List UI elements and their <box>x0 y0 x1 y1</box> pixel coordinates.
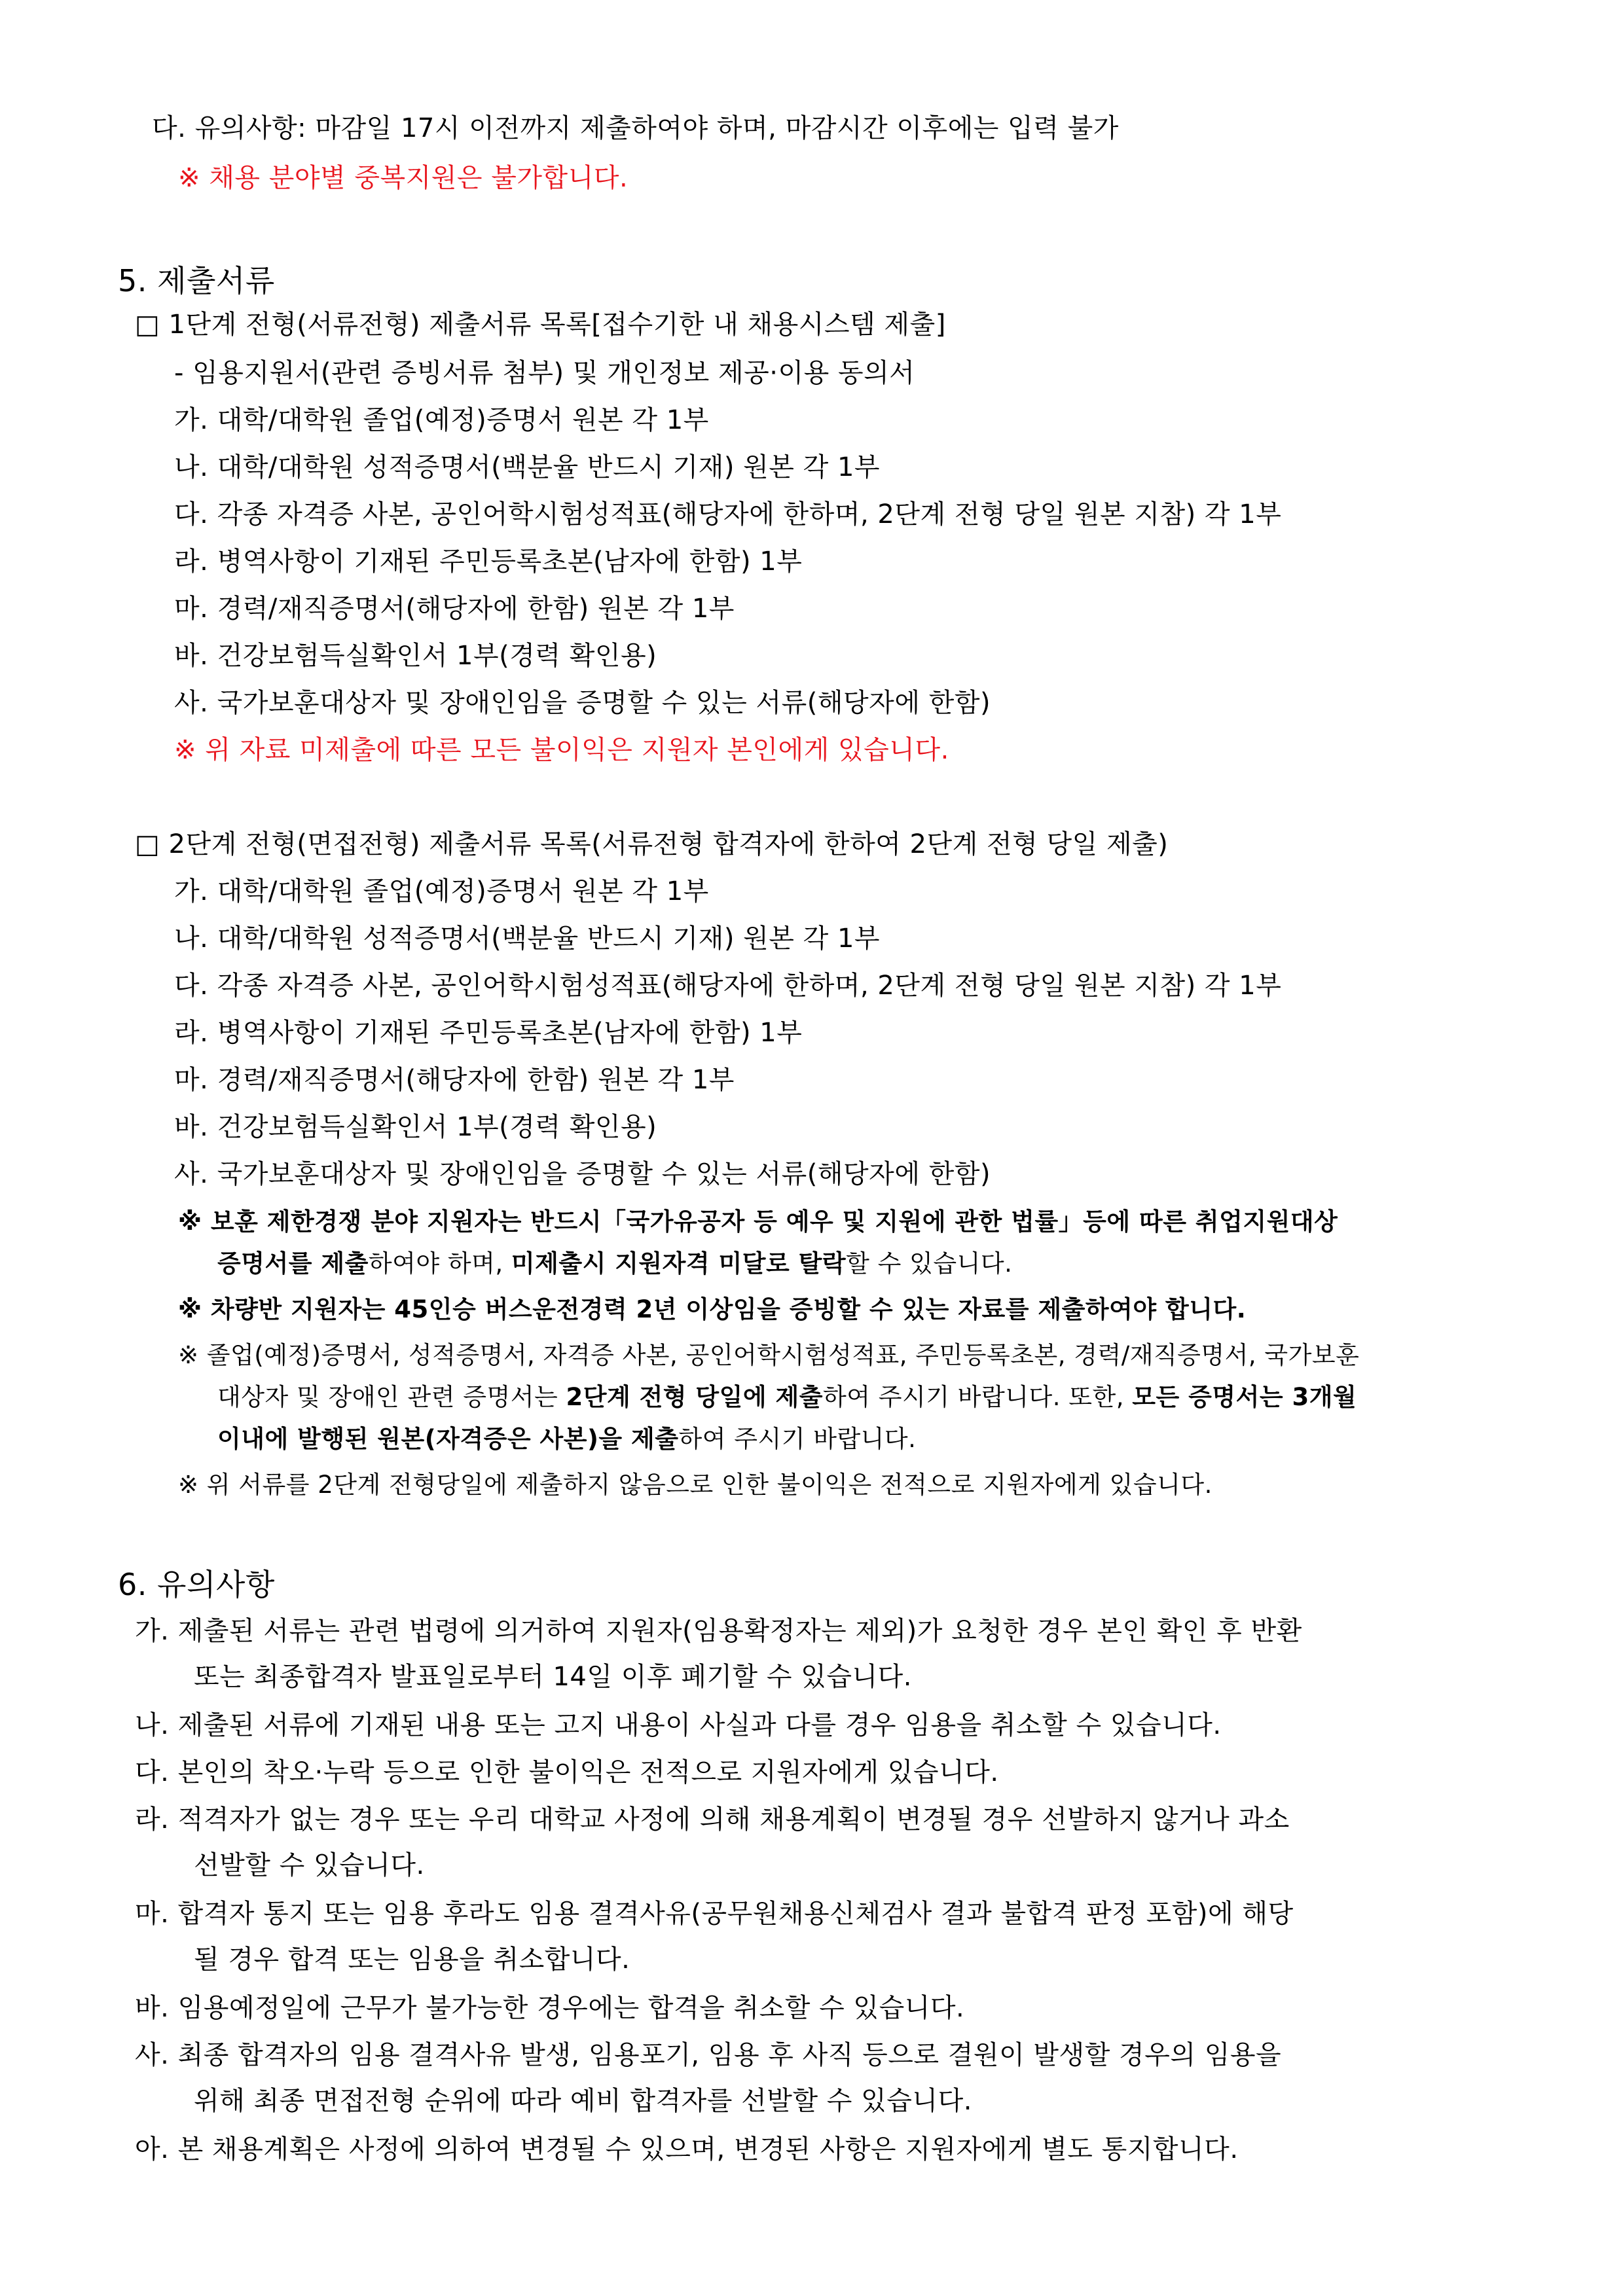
caution-item-line1: 가. 제출된 서류는 관련 법령에 의거하여 지원자(임용확정자는 제외)가 요청한 경우 본인 확인 후 반환 <box>135 1616 1302 1646</box>
stage1-item: 다. 각종 자격증 사본, 공인어학시험성적표(해당자에 한하며, 2단계 전형 당일 원본 지참) 각 1부 <box>174 499 1282 529</box>
stage1-item: 바. 건강보험득실확인서 1부(경력 확인용) <box>174 641 657 671</box>
caution-item-line2: 될 경우 합격 또는 임용을 취소합니다. <box>194 1945 630 1975</box>
docs-note-line1: ※ 졸업(예정)증명서, 성적증명서, 자격증 사본, 공인어학시험성적표, 주민등록초본, 경력/재직증명서, 국가보훈 <box>178 1341 1360 1369</box>
caution-item-line2: 위해 최종 면접전형 순위에 따라 예비 합격자를 선발할 수 있습니다. <box>194 2086 972 2116</box>
caution-item-line1: 사. 최종 합격자의 임용 결격사유 발생, 임용포기, 임용 후 사직 등으로 결원이 발생할 경우의 임용을 <box>135 2040 1282 2070</box>
docs-note-line2 <box>217 1381 1357 1414</box>
stage2-item: 가. 대학/대학원 졸업(예정)증명서 원본 각 1부 <box>174 876 709 906</box>
docs-note-text: 하여 주시기 바랍니다. 또한, <box>823 1383 1133 1411</box>
veteran-note-bold: 증명서를 제출 <box>217 1249 369 1278</box>
stage1-item: 마. 경력/재직증명서(해당자에 한함) 원본 각 1부 <box>174 594 735 624</box>
stage2-title: □ 2단계 전형(면접전형) 제출서류 목록(서류전형 합격자에 한하여 2단계 전형 당일 제출) <box>135 829 1169 859</box>
veteran-note-line2 <box>217 1247 1012 1280</box>
penalty-note: ※ 위 서류를 2단계 전형당일에 제출하지 않음으로 인한 불이익은 전적으로 지원자에게 있습니다. <box>178 1471 1213 1499</box>
caution-item-line1: 마. 합격자 통지 또는 임용 후라도 임용 결격사유(공무원채용신체검사 결과 불합격 판정 포함)에 해당 <box>135 1899 1294 1929</box>
stage2-item: 라. 병역사항이 기재된 주민등록초본(남자에 한함) 1부 <box>174 1018 803 1048</box>
section-6-heading: 6. 유의사항 <box>118 1567 275 1602</box>
veteran-note-text: 할 수 있습니다. <box>846 1249 1013 1278</box>
section-5-heading: 5. 제출서류 <box>118 263 275 298</box>
stage1-item: 라. 병역사항이 기재된 주민등록초본(남자에 한함) 1부 <box>174 547 803 577</box>
docs-note-bold: 2단계 전형 당일에 제출 <box>566 1383 824 1411</box>
veteran-note-line1: ※ 보훈 제한경쟁 분야 지원자는 반드시「국가유공자 등 예우 및 지원에 관한 법률」등에 따른 취업지원대상 <box>178 1208 1338 1236</box>
caution-item-line2: 선발할 수 있습니다. <box>194 1850 425 1880</box>
stage1-item: 사. 국가보훈대상자 및 장애인임을 증명할 수 있는 서류(해당자에 한함) <box>174 688 991 718</box>
stage2-item: 나. 대학/대학원 성적증명서(백분율 반드시 기재) 원본 각 1부 <box>174 924 881 954</box>
stage1-item: 가. 대학/대학원 졸업(예정)증명서 원본 각 1부 <box>174 405 709 435</box>
stage2-item: 바. 건강보험득실확인서 1부(경력 확인용) <box>174 1112 657 1142</box>
stage2-item: 다. 각종 자격증 사본, 공인어학시험성적표(해당자에 한하며, 2단계 전형 당일 원본 지참) 각 1부 <box>174 971 1282 1001</box>
docs-note-text: 하여 주시기 바랍니다. <box>678 1425 917 1453</box>
caution-item-line1: 아. 본 채용계획은 사정에 의하여 변경될 수 있으며, 변경된 사항은 지원자에게 별도 통지합니다. <box>135 2134 1239 2164</box>
caution-item-line1: 바. 임용예정일에 근무가 불가능한 경우에는 합격을 취소할 수 있습니다. <box>135 1993 965 2023</box>
driver-note: ※ 차량반 지원자는 45인승 버스운전경력 2년 이상임을 증빙할 수 있는 자료를 제출하여야 합니다. <box>178 1295 1247 1323</box>
veteran-note-text: 하여야 하며, <box>368 1249 511 1278</box>
docs-note-text: 대상자 및 장애인 관련 증명서는 <box>217 1383 566 1411</box>
stage2-item: 마. 경력/재직증명서(해당자에 한함) 원본 각 1부 <box>174 1065 735 1095</box>
stage1-item: 나. 대학/대학원 성적증명서(백분율 반드시 기재) 원본 각 1부 <box>174 452 881 482</box>
docs-note-line3 <box>217 1423 916 1456</box>
stage2-item: 사. 국가보훈대상자 및 장애인임을 증명할 수 있는 서류(해당자에 한함) <box>174 1159 991 1189</box>
caution-item-line2: 또는 최종합격자 발표일로부터 14일 이후 폐기할 수 있습니다. <box>194 1662 912 1692</box>
caution-item-line1: 나. 제출된 서류에 기재된 내용 또는 고지 내용이 사실과 다를 경우 임용을 취소할 수 있습니다. <box>135 1710 1222 1740</box>
caution-item-line1: 다. 본인의 착오·누락 등으로 인한 불이익은 전적으로 지원자에게 있습니다. <box>135 1757 999 1787</box>
caution-item-line1: 라. 적격자가 없는 경우 또는 우리 대학교 사정에 의해 채용계획이 변경될 경우 선발하지 않거나 과소 <box>135 1804 1290 1835</box>
docs-note-bold: 이내에 발행된 원본(자격증은 사본)을 제출 <box>217 1425 679 1453</box>
duplicate-note: ※ 채용 분야별 중복지원은 불가합니다. <box>178 163 629 193</box>
stage1-title: □ 1단계 전형(서류전형) 제출서류 목록[접수기한 내 채용시스템 제출] <box>135 310 946 340</box>
caution-line: 다. 유의사항: 마감일 17시 이전까지 제출하여야 하며, 마감시간 이후에는 입력 불가 <box>152 113 1119 143</box>
stage1-warning: ※ 위 자료 미제출에 따른 모든 불이익은 지원자 본인에게 있습니다. <box>174 735 949 765</box>
docs-note-bold: 모든 증명서는 3개월 <box>1132 1383 1357 1411</box>
stage1-item: - 임용지원서(관련 증빙서류 첨부) 및 개인정보 제공·이용 동의서 <box>174 358 915 388</box>
veteran-note-bold: 미제출시 지원자격 미달로 탈락 <box>511 1249 847 1278</box>
